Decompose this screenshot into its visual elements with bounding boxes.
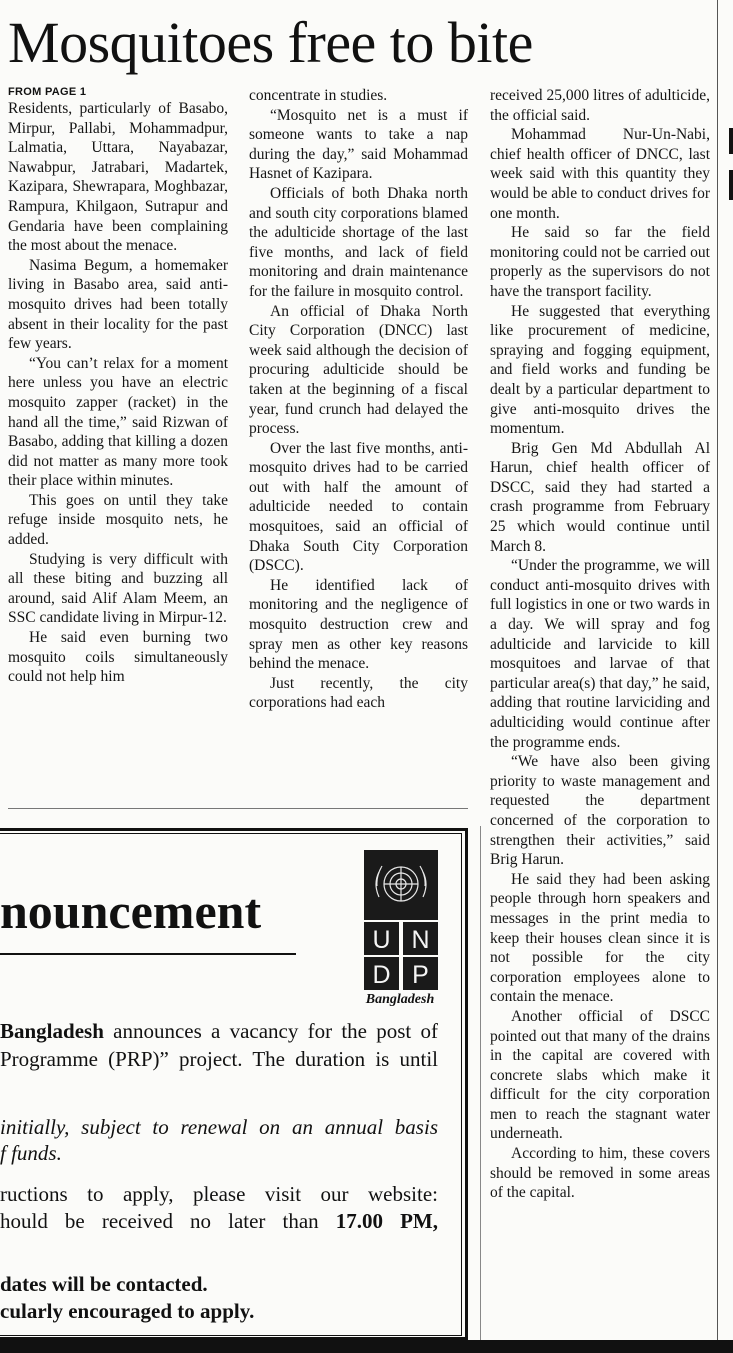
paragraph: Over the last five months, anti-mosquito drives had to be carried out with half the amount of adulticide needed to contain mosquitoes, said an official of Dhaka South City Corporation (DSCC). [249, 439, 468, 575]
ad-text-line: f funds. [0, 1141, 62, 1165]
paragraph: This goes on until they take refuge inside mosquito nets, he added. [8, 491, 228, 549]
paragraph: Studying is very difficult with all these biting and buzzing all around, said Alif Alam Meem, an SSC candidate living in Mirpur-12. [8, 550, 228, 627]
paragraph: “You can’t relax for a moment here unless you have an electric mosquito zapper (racket) in the hand all the time,” said Rizwan of Basabo, adding that killing a dozen did not matter as many more took their place within minutes. [8, 354, 228, 490]
ad-text-line: initially, subject to renewal on an annual basis [0, 1115, 438, 1139]
paragraph: According to him, these covers should be removed in some areas of the capital. [490, 1145, 710, 1202]
ad-title-underline [0, 953, 296, 955]
paragraph: Nasima Begum, a homemaker living in Basabo area, said anti-mosquito drives had been totally absent in their locality for the past few years. [8, 256, 228, 353]
edge-mark [729, 170, 733, 200]
paragraph: Mohammad Nur-Un-Nabi, chief health officer of DNCC, last week said with this quantity they would be able to conduct drives for one month. [490, 126, 710, 222]
paragraph: “Mosquito net is a must if someone wants to take a nap during the day,” said Mohammad Hasnet of Kazipara. [249, 106, 468, 183]
undp-logo [364, 850, 438, 990]
logo-letter-p: P [412, 961, 429, 989]
article-column-3 [490, 86, 710, 1203]
ad-title: nouncement [0, 883, 262, 939]
ad-text-line [0, 1208, 438, 1234]
ad-text-line: ructions to apply, please visit our website: [0, 1182, 438, 1206]
article-column-2 [249, 86, 468, 713]
paragraph: “We have also been giving priority to waste management and requested the department concerned of the corporation to strengthen their activities,” said Brig Harun. [490, 753, 710, 869]
ad-text-line [0, 1018, 438, 1044]
kicker-from-page-1: FROM PAGE 1 [8, 86, 87, 98]
paragraph: Officials of both Dhaka north and south city corporations blamed the adulticide shortage of the last five months, and lack of field monitoring and drain maintenance for the failure in mosquito control. [249, 184, 468, 300]
ad-text: announces a vacancy for the post of [103, 1019, 438, 1043]
paragraph: received 25,000 litres of adulticide, the official said. [490, 87, 710, 124]
undp-caption: Bangladesh [365, 992, 435, 1007]
paragraph: He said they had been asking people through horn speakers and messages in the print media to keep their houses clean since it is not possible for the city corporation employees alone to contain the menace. [490, 870, 710, 1006]
paragraph: Brig Gen Md Abdullah Al Harun, chief health officer of DSCC, said they had started a crash programme from February 25 which would continue until March 8. [490, 439, 710, 555]
page-bottom-bar [0, 1340, 733, 1353]
ad-text-line: cularly encouraged to apply. [0, 1299, 255, 1323]
headline: Mosquitoes free to bite [8, 10, 533, 75]
ad-text: hould be received no later than [0, 1209, 336, 1233]
paragraph: “Under the programme, we will conduct anti-mosquito drives with full logistics in one or two wards in a day. We will spray and fog adulticide and larvicide to kill mosquitoes and larvae of that particular area(s) that day,” he said, adding that routine larviciding and adulticiding would continue after the programme ends. [490, 557, 710, 751]
ad-text-line: Programme (PRP)” project. The duration is until [0, 1047, 438, 1071]
paragraph: concentrate in studies. [249, 87, 388, 104]
logo-letter-n: N [411, 926, 430, 954]
paragraph: He suggested that everything like procurement of medicine, spraying and fogging equipment, and field works and funding be dealt by a particular department to give anti-mosquito drives the momentum. [490, 302, 710, 438]
ad-bold-text: Bangladesh [0, 1019, 104, 1043]
article-column-1 [8, 86, 228, 687]
edge-mark [729, 128, 733, 154]
paragraph: He identified lack of monitoring and the negligence of mosquito destruction crew and spray men as other key reasons behind the menace. [249, 576, 468, 673]
logo-letter-u: U [372, 926, 391, 954]
paragraph: He said even burning two mosquito coils simultaneously could not help him [8, 629, 228, 686]
paragraph: He said so far the field monitoring could not be carried out properly as the supervisors do not have the transport facility. [490, 224, 710, 300]
page-edge-rule [717, 0, 718, 1340]
undp-logo-graphic [364, 850, 438, 990]
ad-text-line: dates will be contacted. [0, 1272, 208, 1296]
paragraph: An official of Dhaka North City Corporation (DNCC) last week said although the decision of procuring adulticide should be taken at the beginning of a fiscal year, fund crunch had delayed the process. [249, 302, 468, 438]
paragraph: Another official of DSCC pointed out that many of the drains in the capital are covered with concrete slabs which make it difficult for the city corporation men to reach the stagnant water underneath. [490, 1007, 710, 1143]
column-bottom-rule [8, 808, 468, 809]
logo-letter-d: D [372, 961, 391, 989]
paragraph: Just recently, the city corporations had each [249, 674, 468, 712]
paragraph: Residents, particularly of Basabo, Mirpur, Pallabi, Mohammadpur, Lalmatia, Uttara, Nayabazar, Nawabpur, Jatrabari, Madartek, Kazipara, Shewrapara, Moghbazar, Rampura, Khilgaon, Sutrapur and Gendaria have been complaining the most about the menace. [8, 100, 228, 255]
gutter-rule [480, 826, 481, 1340]
ad-bold-text: 17.00 PM, [335, 1209, 438, 1233]
